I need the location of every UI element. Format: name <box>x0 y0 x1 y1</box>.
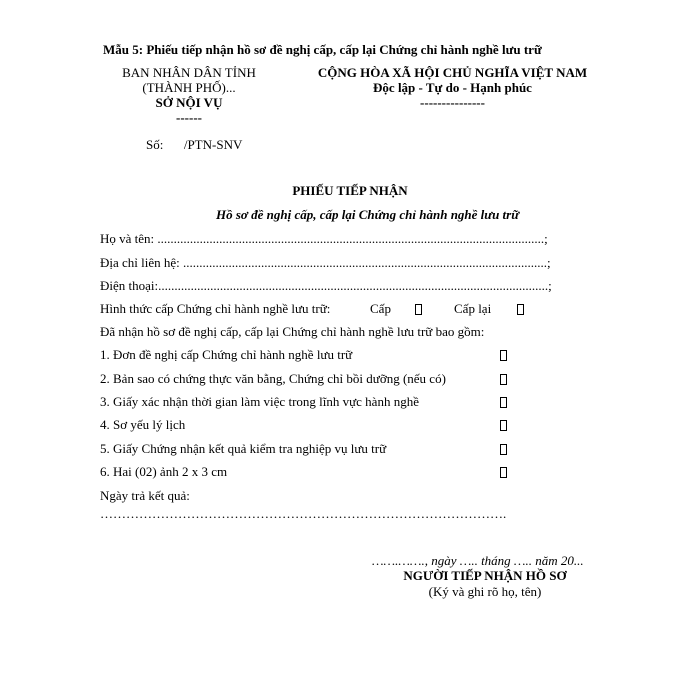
received-intro: Đã nhận hồ sơ đề nghị cấp, cấp lại Chứng chỉ hành nghề lưu trữ bao gồm: <box>100 324 485 339</box>
document-item-3: 3. Giấy xác nhận thời gian làm việc trong lĩnh vực hành nghề <box>100 394 419 409</box>
document-item-6: 6. Hai (02) ảnh 2 x 3 cm <box>100 464 228 479</box>
agency-header <box>104 65 274 126</box>
national-separator: --------------- <box>420 95 485 110</box>
agency-line-2: (THÀNH PHỐ)... <box>142 80 236 95</box>
field-full-name: Họ và tên: .......................................................................................................................; <box>100 231 548 246</box>
field-phone: Điện thoại:........................................................................................................................; <box>100 278 552 293</box>
issue-type-renew-checkbox[interactable] <box>517 304 524 315</box>
document-number-suffix: /PTN-SNV <box>183 137 243 152</box>
issue-type-renew <box>454 301 491 317</box>
field-address: Địa chỉ liên hệ: ................................................................................................................; <box>100 255 551 270</box>
form-subtitle: Hồ sơ đề nghị cấp, cấp lại Chứng chỉ hành nghề lưu trữ <box>215 207 520 222</box>
document-item-2: 2. Bản sao có chứng thực văn bằng, Chứng chỉ bồi dưỡng (nếu có) <box>100 371 446 386</box>
form-title: PHIẾU TIẾP NHẬN <box>292 183 408 198</box>
issue-type-new-label: Cấp <box>370 301 391 316</box>
agency-line-3: SỞ NỘI VỤ <box>155 95 223 110</box>
document-number <box>146 137 242 153</box>
agency-separator: ------ <box>176 110 202 125</box>
signature-note: (Ký và ghi rõ họ, tên) <box>428 584 542 599</box>
return-date-label: Ngày trả kết quả: <box>100 488 190 503</box>
document-item-3-checkbox[interactable] <box>500 397 507 408</box>
signature-role: NGƯỜI TIẾP NHẬN HỒ SƠ <box>403 568 567 583</box>
national-motto: Độc lập - Tự do - Hạnh phúc <box>373 80 532 95</box>
national-header <box>300 65 605 111</box>
document-item-4: 4. Sơ yếu lý lịch <box>100 417 186 432</box>
issue-type-new <box>370 301 391 317</box>
national-title: CỘNG HÒA XÃ HỘI CHỦ NGHĨA VIỆT NAM <box>317 65 588 80</box>
form-caption: Mẫu 5: Phiếu tiếp nhận hồ sơ đề nghị cấp, cấp lại Chứng chỉ hành nghề lưu trữ <box>103 42 542 57</box>
document-item-4-checkbox[interactable] <box>500 420 507 431</box>
issue-type-label: Hình thức cấp Chứng chỉ hành nghề lưu trữ: <box>100 301 331 316</box>
agency-line-1: BAN NHÂN DÂN TỈNH <box>122 65 256 80</box>
document-number-label: Số: <box>146 137 164 152</box>
return-date-dots: …………………………………………………………………………………. <box>100 506 507 521</box>
document-item-5: 5. Giấy Chứng nhận kết quả kiểm tra nghiệp vụ lưu trữ <box>100 441 387 456</box>
document-item-1-checkbox[interactable] <box>500 350 507 361</box>
document-item-6-checkbox[interactable] <box>500 467 507 478</box>
document-item-1: 1. Đơn đề nghị cấp Chứng chỉ hành nghề lưu trữ <box>100 347 353 362</box>
issue-type-renew-label: Cấp lại <box>454 301 492 316</box>
document-item-5-checkbox[interactable] <box>500 444 507 455</box>
document-item-2-checkbox[interactable] <box>500 374 507 385</box>
signature-date: …….……., ngày ….. tháng ….. năm 20... <box>372 553 584 568</box>
issue-type-new-checkbox[interactable] <box>415 304 422 315</box>
